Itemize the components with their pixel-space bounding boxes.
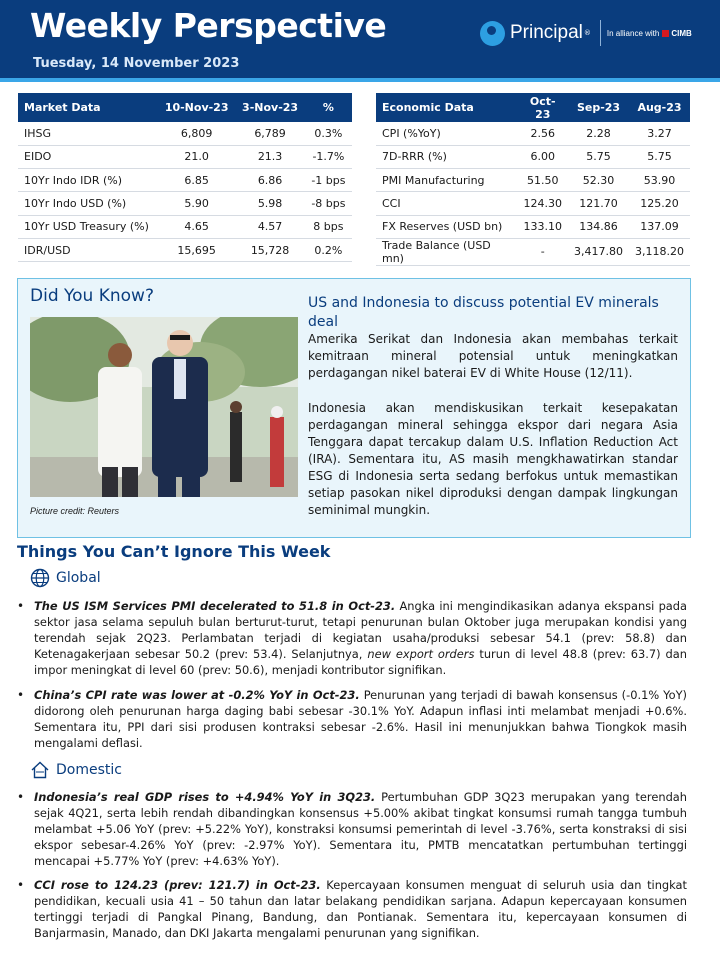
table-cell: 15,695	[158, 238, 235, 261]
table-row	[376, 122, 690, 145]
global-label: Global	[56, 570, 101, 586]
table-cell: -8 bps	[305, 192, 352, 215]
table-cell: CCI	[376, 192, 518, 215]
header-banner	[0, 0, 720, 78]
news-photo	[30, 317, 298, 497]
bullet-body: Kepercayaan konsumen menguat di seluruh usia dan tingkat pendidikan, kecuali usia 41 – 50 tahun dan latar belakang pendidikan sarjana. Adapun kepercayaan konsumen tertinggi terjadi di Pangkal Pinang, Bandung, dan Pontianak. Sementara itu, kepercayaan konsumen di Banjarmasin, Manado, dan DKI Jakarta mengalami penurunan yang signifikan.	[34, 878, 688, 940]
publication-date: Tuesday, 14 November 2023	[33, 56, 240, 71]
table-row	[376, 238, 690, 265]
table-row	[376, 215, 690, 238]
table-cell: IHSG	[18, 122, 158, 145]
bullet-text	[34, 877, 687, 941]
brand-name: Principal	[510, 22, 583, 43]
global-subheading	[30, 568, 101, 588]
bullet-dot: •	[17, 878, 25, 892]
bullet-body: turun di level 48.8 (prev: 63.7) dan impor meningkat di level 60 (prev: 50.6), menjadi kontributor signifikan.	[34, 647, 687, 677]
bullet-text	[34, 687, 687, 751]
news-photo-illustration	[30, 317, 298, 497]
bullet-dot: •	[17, 790, 25, 804]
table-cell: -1 bps	[305, 169, 352, 192]
domestic-label: Domestic	[56, 762, 122, 778]
table-cell: 5.98	[235, 192, 305, 215]
house-icon	[30, 760, 50, 780]
column-header: %	[305, 93, 352, 122]
column-header: 3-Nov-23	[235, 93, 305, 122]
table-cell: 134.86	[568, 215, 629, 238]
bullet-text	[34, 598, 687, 678]
table-cell: IDR/USD	[18, 238, 158, 261]
principal-logo-icon	[480, 21, 505, 46]
list-item	[17, 789, 687, 869]
table-row	[18, 238, 352, 261]
bullet-emphasis: new export orders	[367, 647, 475, 661]
table-cell: 3,417.80	[568, 238, 629, 265]
bullet-body: Pertumbuhan GDP 3Q23 merupakan yang terendah sejak 4Q21, serta lebih rendah dibandingkan konsensus +5.00% akibat tingkat konsumsi rumah tangga tumbuh melambat +5.06 YoY (prev: +5.22% YoY), konstraksi konsumsi pemerintah di level -3.76%, serta konstraksi di sisi ekspor sebesar-4.26% YoY (prev: -2.97% YoY). Sementara itu, PMTB mencatatkan pertumbuhan tertinggi mencapai +5.77% YoY (prev: +4.63% YoY).	[34, 790, 687, 868]
table-cell: 7D-RRR (%)	[376, 145, 518, 168]
table-cell: -1.7%	[305, 145, 352, 168]
table-row	[376, 145, 690, 168]
table-header-row	[18, 93, 352, 122]
table-cell: 137.09	[629, 215, 690, 238]
did-you-know-box	[17, 278, 691, 538]
table-cell: 6,809	[158, 122, 235, 145]
table-cell: PMI Manufacturing	[376, 169, 518, 192]
table-row	[18, 169, 352, 192]
table-cell: -	[518, 238, 569, 265]
table-cell: Trade Balance (USD mn)	[376, 238, 518, 265]
column-header: Market Data	[18, 93, 158, 122]
table-cell: 5.90	[158, 192, 235, 215]
bullet-lead: Indonesia’s real GDP rises to +4.94% YoY in 3Q23.	[34, 790, 376, 804]
table-row	[376, 192, 690, 215]
table-row	[376, 169, 690, 192]
table-row	[18, 215, 352, 238]
table-cell: 51.50	[518, 169, 569, 192]
table-cell: 6.86	[235, 169, 305, 192]
bullet-body: Penurunan yang terjadi di bawah konsensus (-0.1% YoY) didorong oleh penurunan harga daging babi sebesar -30.1% YoY. Adapun inflasi inti melambat menjadi +0.6%. Sementara itu, PPI dari sisi produsen kontraksi sebesar -2.6%. Hasil ini menunjukkan bahwa Tiongkok masih mengalami deflasi.	[34, 688, 687, 750]
domestic-subheading	[30, 760, 122, 780]
table-cell: 5.75	[568, 145, 629, 168]
list-item	[17, 598, 687, 678]
header-stripe	[0, 78, 720, 82]
brand-divider	[600, 20, 601, 46]
bullet-dot: •	[17, 688, 25, 702]
table-header-row	[376, 93, 690, 122]
table-cell: FX Reserves (USD bn)	[376, 215, 518, 238]
table-cell: 10Yr Indo USD (%)	[18, 192, 158, 215]
table-cell: 3.27	[629, 122, 690, 145]
list-item	[17, 687, 687, 751]
brand-block	[480, 17, 692, 49]
table-cell: 21.0	[158, 145, 235, 168]
economic-data-table	[376, 93, 690, 266]
table-cell: 124.30	[518, 192, 569, 215]
table-cell: 2.56	[518, 122, 569, 145]
column-header: 10-Nov-23	[158, 93, 235, 122]
table-cell: 133.10	[518, 215, 569, 238]
table-row	[18, 192, 352, 215]
table-cell: 125.20	[629, 192, 690, 215]
table-cell: 0.3%	[305, 122, 352, 145]
news-paragraph: Indonesia akan mendiskusikan terkait kesepakatan perdagangan mineral sehingga ekspor dari negara Asia Tenggara dapat tercakup dalam U.S. Inflation Reduction Act (IRA). Sementara itu, AS masih mengkhawatirkan standar ESG di Indonesia serta sedang berfokus untuk memastikan setiap pasokan nikel diproduksi dengan dampak lingkungan seminimal mungkin.	[308, 401, 678, 517]
table-cell: 10Yr USD Treasury (%)	[18, 215, 158, 238]
table-cell: 6.00	[518, 145, 569, 168]
table-row	[18, 145, 352, 168]
page-title: Weekly Perspective	[30, 6, 387, 45]
news-headline: US and Indonesia to discuss potential EV minerals deal	[308, 295, 659, 330]
list-item	[17, 877, 687, 941]
partner-name: CIMB	[671, 28, 692, 38]
table-cell: 6.85	[158, 169, 235, 192]
bullet-lead: China’s CPI rate was lower at -0.2% YoY in Oct-23.	[34, 688, 360, 702]
table-cell: 21.3	[235, 145, 305, 168]
table-cell: 4.65	[158, 215, 235, 238]
alliance-text: In alliance with	[606, 28, 660, 38]
table-cell: 6,789	[235, 122, 305, 145]
bullet-lead: The US ISM Services PMI decelerated to 51.8 in Oct-23.	[34, 599, 396, 613]
table-cell: 52.30	[568, 169, 629, 192]
table-cell: EIDO	[18, 145, 158, 168]
table-cell: 121.70	[568, 192, 629, 215]
table-cell: 10Yr Indo IDR (%)	[18, 169, 158, 192]
bullet-dot: •	[17, 599, 25, 613]
globe-icon	[30, 568, 50, 588]
table-cell: 15,728	[235, 238, 305, 261]
column-header: Oct-23	[518, 93, 569, 122]
column-header: Sep-23	[568, 93, 629, 122]
table-cell: 3,118.20	[629, 238, 690, 265]
photo-credit: Picture credit: Reuters	[30, 506, 120, 516]
registered-mark: ®	[583, 29, 591, 37]
table-row	[18, 122, 352, 145]
table-cell: CPI (%YoY)	[376, 122, 518, 145]
table-cell: 2.28	[568, 122, 629, 145]
column-header: Economic Data	[376, 93, 518, 122]
cimb-logo-icon	[662, 30, 669, 37]
bullet-body: Angka ini mengindikasikan adanya ekspansi pada sektor jasa selama sepuluh bulan berturut-turut, tetapi penurunan bulan Oktober juga merupakan kondisi yang terendah sejak 2Q23. Perlambatan terjadi di kegiatan usaha/produksi sebesar 54.1 (prev: 58.8) dan Ketenagakerjaan sebesar 50.2 (prev: 53.4). Selanjutnya,	[34, 599, 687, 661]
did-you-know-title: Did You Know?	[30, 286, 154, 306]
table-cell: 5.75	[629, 145, 690, 168]
column-header: Aug-23	[629, 93, 690, 122]
bullet-text	[34, 789, 687, 869]
market-data-table	[18, 93, 352, 262]
table-cell: 0.2%	[305, 238, 352, 261]
table-cell: 8 bps	[305, 215, 352, 238]
news-paragraph: Amerika Serikat dan Indonesia akan membahas terkait kemitraan mineral potensial untuk meningkatkan perdagangan nikel baterai EV di White House (12/11).	[308, 332, 678, 380]
section-title: Things You Can’t Ignore This Week	[17, 542, 331, 561]
table-cell: 4.57	[235, 215, 305, 238]
bullet-lead: CCI rose to 124.23 (prev: 121.7) in Oct-23.	[34, 878, 321, 892]
table-cell: 53.90	[629, 169, 690, 192]
